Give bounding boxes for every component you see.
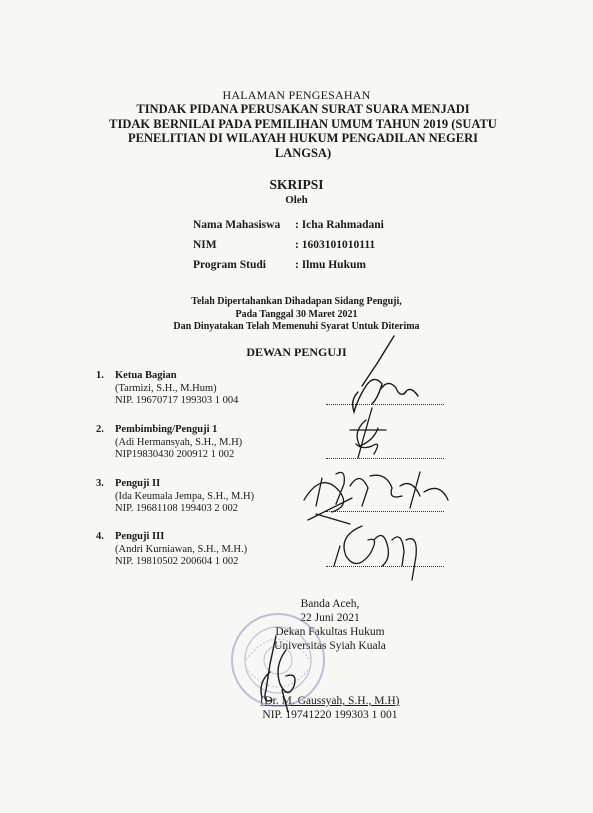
- member-nip: NIP19830430 200912 1 002: [115, 449, 235, 460]
- member-number: 1.: [96, 370, 104, 381]
- member-number: 3.: [96, 478, 104, 489]
- member-role: Penguji III: [115, 531, 165, 542]
- member-role: Penguji II: [115, 478, 161, 489]
- student-info-value: : 1603101010111: [295, 239, 376, 251]
- committee-title: DEWAN PENGUJI: [246, 345, 347, 359]
- member-name: (Ida Keumala Jempa, S.H., M.H): [115, 490, 255, 502]
- student-info-label: Nama Mahasiswa: [193, 219, 281, 231]
- member-nip: NIP. 19810502 200604 1 002: [115, 556, 239, 567]
- statement-line: Dan Dinyatakan Telah Memenuhi Syarat Untuk Diterima: [173, 321, 420, 332]
- dean-name: (Dr. M. Gaussyah, S.H., M.H): [260, 695, 400, 707]
- signature-4: [334, 526, 416, 580]
- approval-place: Banda Aceh,: [300, 598, 360, 610]
- document-type: SKRIPSI: [269, 177, 324, 192]
- thesis-title-line: TINDAK PIDANA PERUSAKAN SURAT SUARA MENJADI: [136, 102, 470, 116]
- member-name: (Adi Hermansyah, S.H., M.H): [115, 436, 243, 448]
- statement-line: Telah Dipertahankan Dihadapan Sidang Penguji,: [191, 296, 402, 307]
- page-header: HALAMAN PENGESAHAN: [222, 88, 371, 102]
- faculty-stamp: [232, 614, 324, 706]
- member-number: 4.: [96, 531, 104, 542]
- student-info-label: Program Studi: [193, 259, 266, 271]
- member-nip: NIP. 19681108 199403 2 002: [115, 503, 238, 514]
- dean-nip: NIP. 19741220 199303 1 001: [262, 709, 398, 721]
- student-info-label: NIM: [193, 239, 217, 251]
- member-role: Pembimbing/Penguji 1: [115, 424, 218, 435]
- signature-1: [353, 336, 418, 412]
- member-number: 2.: [96, 424, 104, 435]
- student-info-value: : Ilmu Hukum: [295, 259, 366, 271]
- statement-line: Pada Tanggal 30 Maret 2021: [235, 308, 358, 320]
- signature-2: [350, 408, 386, 458]
- student-info-value: : Icha Rahmadani: [295, 219, 384, 231]
- dean-signature: [261, 636, 295, 712]
- by-label: Oleh: [285, 194, 308, 206]
- thesis-title-line: PENELITIAN DI WILAYAH HUKUM PENGADILAN NEGERI: [128, 131, 478, 145]
- thesis-title-line: TIDAK BERNILAI PADA PEMILIHAN UMUM TAHUN 2019 (SUATU: [109, 116, 497, 131]
- dean-position: Dekan Fakultas Hukum: [275, 626, 385, 638]
- approval-date: 22 Juni 2021: [300, 612, 360, 624]
- member-nip: NIP. 19670717 199303 1 004: [115, 395, 239, 406]
- member-name: (Tarmizi, S.H., M.Hum): [115, 382, 217, 394]
- member-name: (Andri Kurniawan, S.H., M.H.): [115, 543, 248, 555]
- thesis-title-line: LANGSA): [274, 145, 332, 160]
- signature-3: [304, 472, 448, 524]
- member-role: Ketua Bagian: [115, 370, 177, 381]
- university-name: Universitas Syiah Kuala: [274, 640, 386, 652]
